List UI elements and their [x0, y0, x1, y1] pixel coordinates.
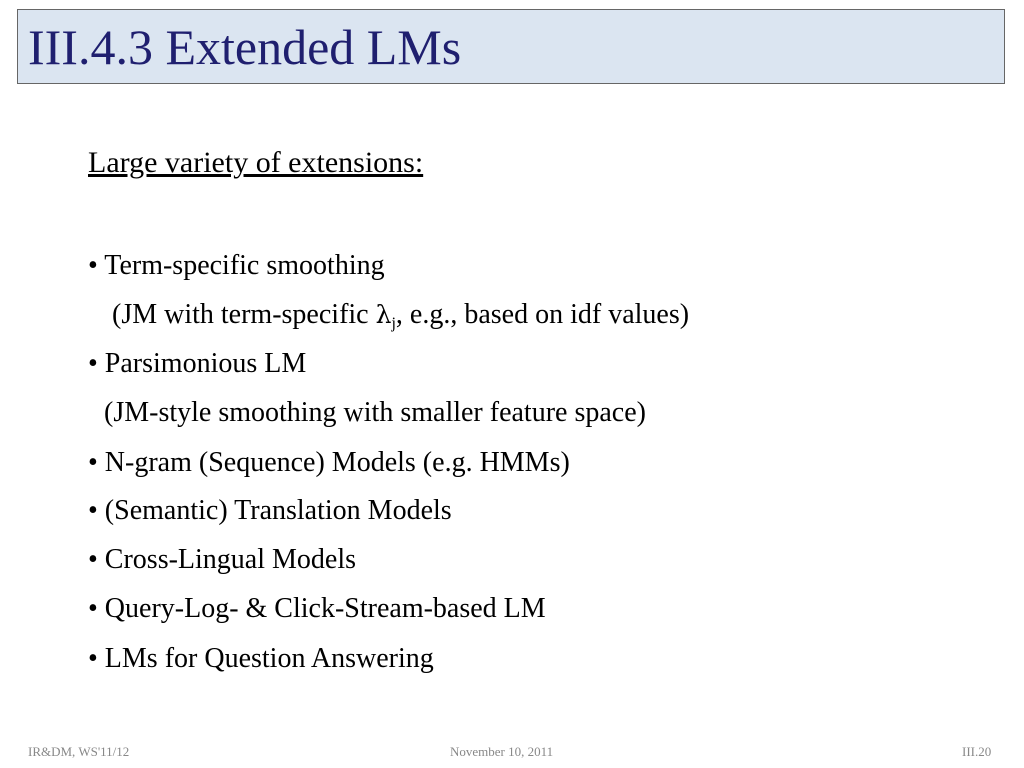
bullet-term-specific-smoothing: • Term-specific smoothing: [88, 250, 385, 281]
title-bar: [17, 9, 1005, 84]
slide-title: III.4.3 Extended LMs: [28, 19, 462, 75]
sub-item-jm-suffix: , e.g., based on idf values): [395, 299, 690, 330]
bullet-question-answering: • LMs for Question Answering: [88, 643, 434, 674]
footer-page-number: III.20: [962, 744, 992, 759]
bullet-parsimonious-lm: • Parsimonious LM: [88, 348, 307, 379]
footer-date: November 10, 2011: [450, 744, 554, 759]
sub-item-jm-style: (JM-style smoothing with smaller feature space): [104, 397, 646, 428]
lambda-subscript: j: [391, 315, 396, 332]
sub-item-jm-term-specific: [112, 298, 689, 332]
bullet-translation-models: • (Semantic) Translation Models: [88, 495, 452, 526]
bullet-cross-lingual-models: • Cross-Lingual Models: [88, 544, 357, 575]
lambda-symbol: λ: [375, 300, 392, 329]
footer-course: IR&DM, WS'11/12: [28, 744, 130, 759]
sub-item-jm-text: (JM with term-specific: [112, 299, 369, 330]
bullet-query-log-lm: • Query-Log- & Click-Stream-based LM: [88, 593, 546, 624]
section-heading: Large variety of extensions:: [88, 146, 424, 179]
bullet-ngram-models: • N-gram (Sequence) Models (e.g. HMMs): [88, 447, 570, 478]
